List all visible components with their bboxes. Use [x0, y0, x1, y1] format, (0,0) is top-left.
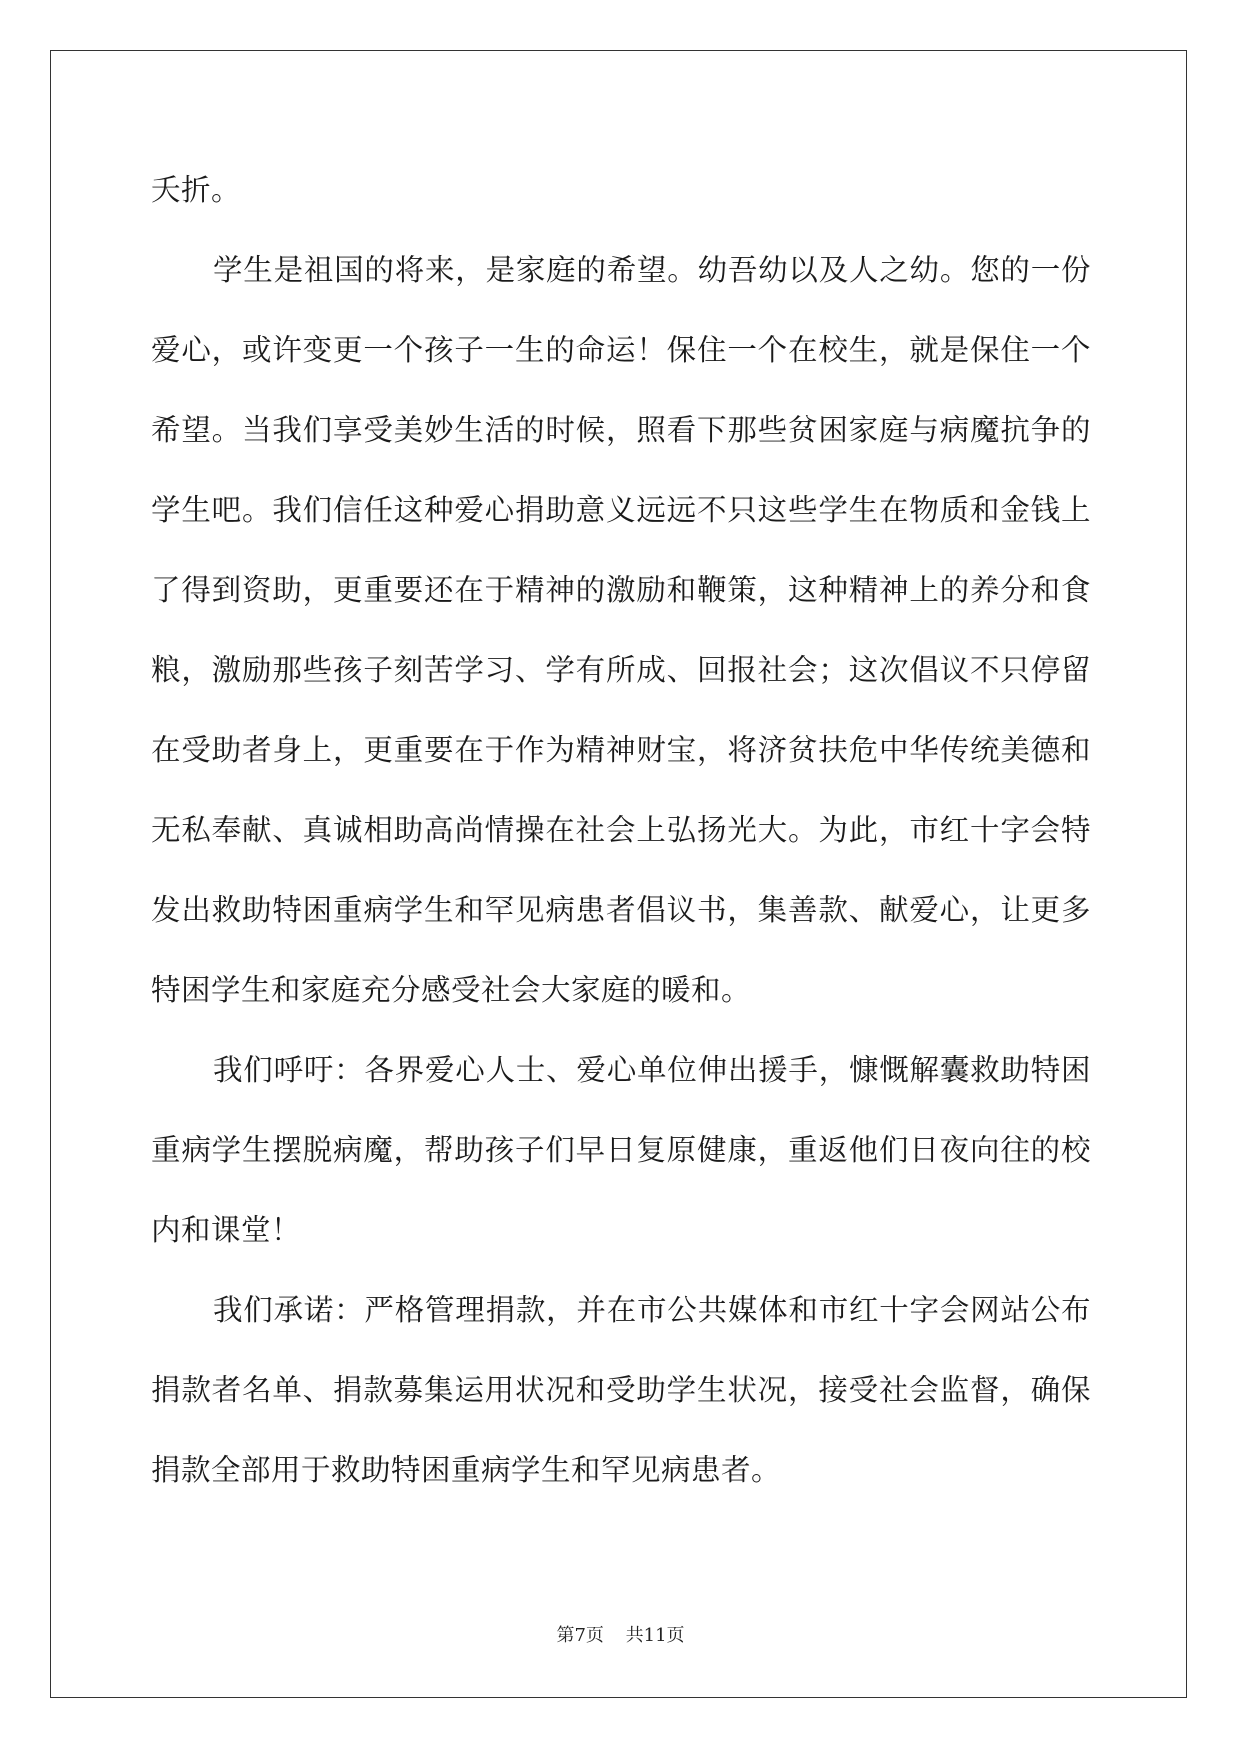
paragraph-1: 夭折。: [151, 173, 242, 207]
page-footer: [0, 1621, 1241, 1647]
paragraph-3: 我们呼吁：各界爱心人士、爱心单位伸出援手，慷慨解囊救助特困重病学生摆脱病魔，帮助孩子们早日复原健康，重返他们日夜向往的校内和课堂！: [151, 1053, 1091, 1247]
paragraph-4: 我们承诺：严格管理捐款，并在市公共媒体和市红十字会网站公布捐款者名单、捐款募集运用状况和受助学生状况，接受社会监督，确保捐款全部用于救助特困重病学生和罕见病患者。: [151, 1293, 1091, 1487]
total-page-count: 共11页: [625, 1625, 685, 1646]
current-page-number: 第7页: [556, 1625, 604, 1646]
document-body: [151, 150, 1091, 1510]
paragraph-2: 学生是祖国的将来，是家庭的希望。幼吾幼以及人之幼。您的一份爱心，或许变更一个孩子一生的命运！保住一个在校生，就是保住一个希望。当我们享受美妙生活的时候，照看下那些贫困家庭与病魔抗争的学生吧。我们信任这种爱心捐助意义远远不只这些学生在物质和金钱上了得到资助，更重要还在于精神的激励和鞭策，这种精神上的养分和食粮，激励那些孩子刻苦学习、学有所成、回报社会；这次倡议不只停留在受助者身上，更重要在于作为精神财宝，将济贫扶危中华传统美德和无私奉献、真诚相助高尚情操在社会上弘扬光大。为此，市红十字会特发出救助特困重病学生和罕见病患者倡议书，集善款、献爱心，让更多特困学生和家庭充分感受社会大家庭的暖和。: [151, 253, 1091, 1007]
